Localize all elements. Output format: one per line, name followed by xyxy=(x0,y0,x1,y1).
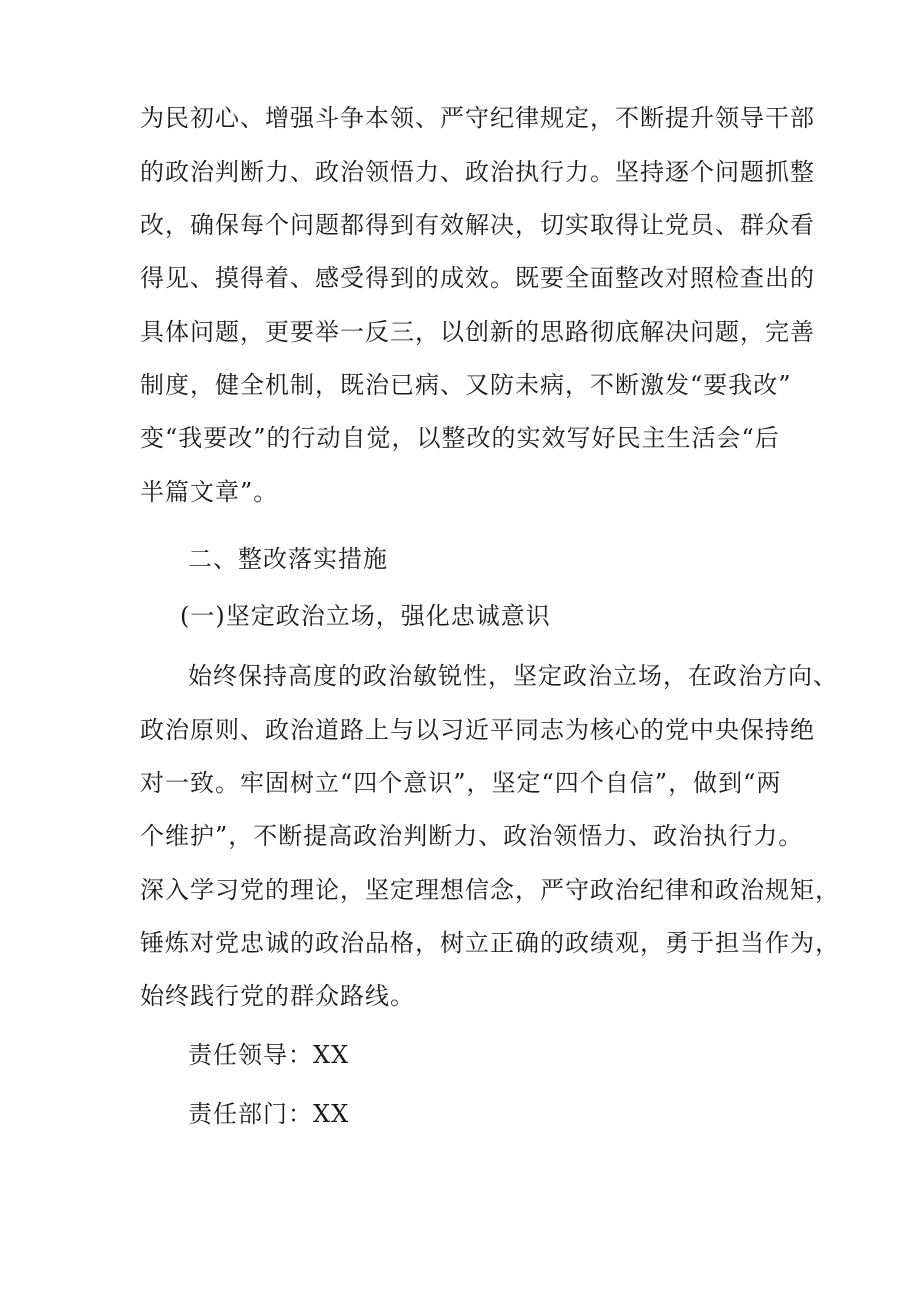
text-line: 深入学习党的理论，坚定理想信念，严守政治纪律和政治规矩， xyxy=(140,876,840,904)
text-line: 制度，健全机制，既治已病、又防未病，不断激发“要我改” xyxy=(140,371,792,399)
text-line: 半篇文章”。 xyxy=(140,478,279,506)
text-line: 为民初心、增强斗争本领、严守纪律规定，不断提升领导干部 xyxy=(140,104,815,132)
text-line: 变“我要改”的行动自觉，以整改的实效写好民主生活会“后 xyxy=(140,424,780,452)
text-line: 始终保持高度的政治敏锐性，坚定政治立场，在政治方向、 xyxy=(188,662,838,690)
text-line: 锤炼对党忠诚的政治品格，树立正确的政绩观，勇于担当作为， xyxy=(140,929,840,957)
text-line: 始终践行党的群众路线。 xyxy=(140,982,415,1010)
subsection-heading: (一)坚定政治立场，强化忠诚意识 xyxy=(180,602,551,630)
responsible-leader: 责任领导：XX xyxy=(188,1041,350,1069)
text-line: 政治原则、政治道路上与以习近平同志为核心的党中央保持绝 xyxy=(140,716,815,744)
text-line: 个维护”，不断提高政治判断力、政治领悟力、政治执行力。 xyxy=(140,822,804,850)
text-line: 得见、摸得着、感受得到的成效。既要全面整改对照检查出的 xyxy=(140,264,815,292)
section-heading: 二、整改落实措施 xyxy=(188,545,388,573)
responsible-department: 责任部门：XX xyxy=(188,1100,350,1128)
text-line: 的政治判断力、政治领悟力、政治执行力。坚持逐个问题抓整 xyxy=(140,158,815,186)
text-line: 对一致。牢固树立“四个意识”，坚定“四个自信”，做到“两 xyxy=(140,769,782,797)
text-line: 改，确保每个问题都得到有效解决，切实取得让党员、群众看 xyxy=(140,211,815,239)
text-line: 具体问题，更要举一反三，以创新的思路彻底解决问题，完善 xyxy=(140,318,815,346)
